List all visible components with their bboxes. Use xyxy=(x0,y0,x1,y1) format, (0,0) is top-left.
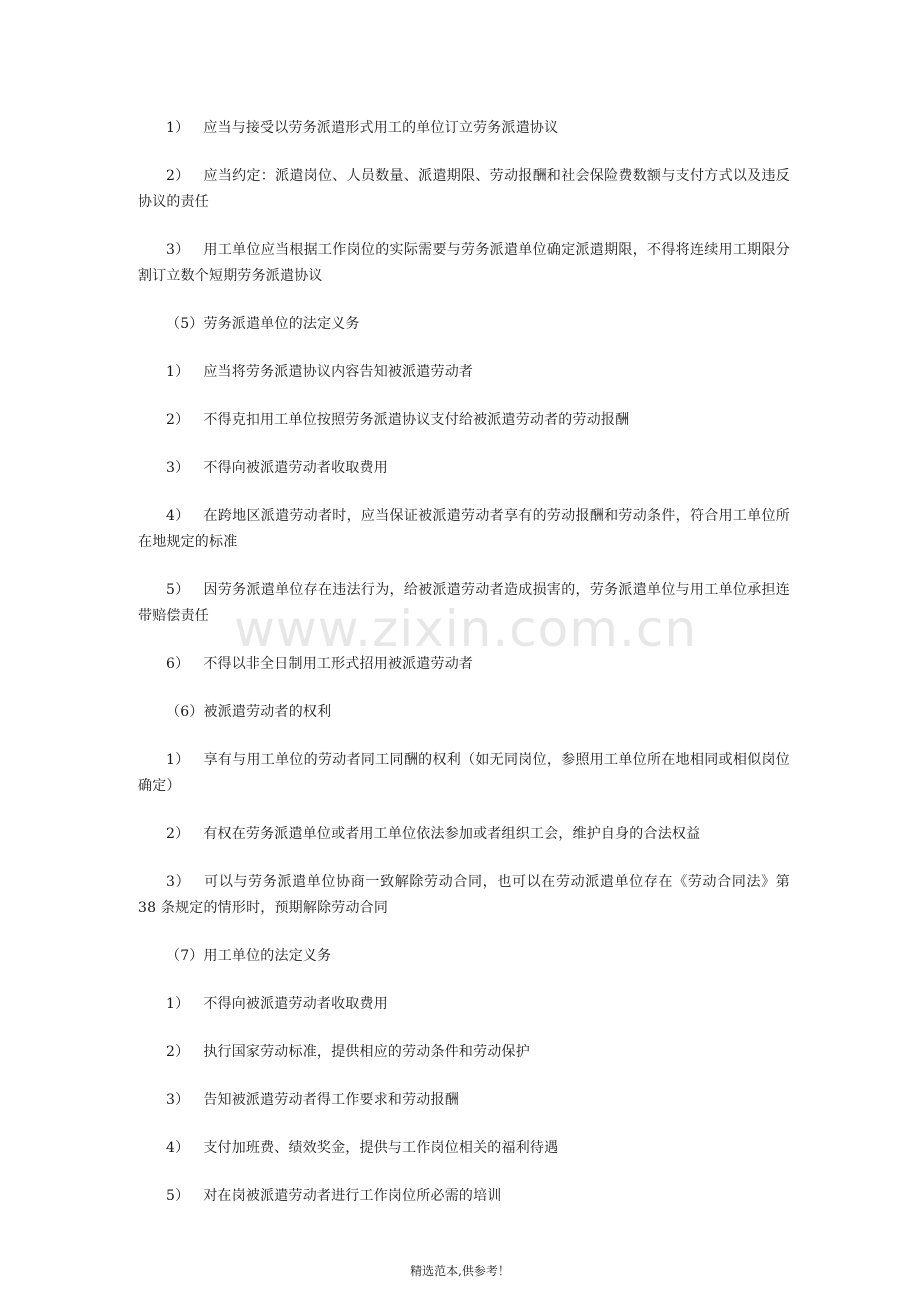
paragraph-text: 因劳务派遣单位存在违法行为，给被派遣劳动者造成损害的，劳务派遣单位与用工单位承担连带赔偿责任 xyxy=(138,582,790,624)
item-number: 5） xyxy=(166,582,190,598)
item-number: 1） xyxy=(166,752,190,768)
item-number: 3） xyxy=(166,460,190,476)
paragraph-text: 不得以非全日制用工形式招用被派遣劳动者 xyxy=(203,656,474,672)
list-item xyxy=(138,869,790,921)
list-item xyxy=(138,503,790,555)
list-item xyxy=(138,821,790,847)
paragraph-text: 告知被派遣劳动者得工作要求和劳动报酬 xyxy=(203,1092,459,1108)
list-item xyxy=(138,1039,790,1065)
paragraph-text: 可以与劳务派遣单位协商一致解除劳动合同，也可以在劳动派遣单位存在《劳动合同法》第 38 条规定的情形时，预期解除劳动合同 xyxy=(138,874,790,916)
list-item xyxy=(138,1135,790,1161)
paragraph-text: 不得克扣用工单位按照劳务派遣协议支付给被派遣劳动者的劳动报酬 xyxy=(203,412,630,428)
list-item xyxy=(138,115,790,141)
list-item xyxy=(138,163,790,215)
item-number: 1） xyxy=(166,120,190,136)
section-heading xyxy=(138,699,790,725)
list-item xyxy=(138,407,790,433)
item-number: 3） xyxy=(166,1092,190,1108)
list-item xyxy=(138,1183,790,1209)
paragraph-text: 支付加班费、绩效奖金，提供与工作岗位相关的福利待遇 xyxy=(203,1140,559,1156)
section-heading xyxy=(138,311,790,337)
item-number: 4） xyxy=(166,508,190,524)
item-number: 2） xyxy=(166,412,190,428)
item-number: 3） xyxy=(166,242,190,258)
watermark: www.zixin.com.cn xyxy=(234,600,698,658)
list-item xyxy=(138,651,790,677)
item-number: 2） xyxy=(166,1044,190,1060)
paragraph-text: 应当与接受以劳务派遣形式用工的单位订立劳务派遣协议 xyxy=(203,120,559,136)
paragraph-text: 执行国家劳动标准，提供相应的劳动条件和劳动保护 xyxy=(203,1044,530,1060)
paragraph-text: 在跨地区派遣劳动者时，应当保证被派遣劳动者享有的劳动报酬和劳动条件，符合用工单位所在地规定的标准 xyxy=(138,508,790,550)
list-item xyxy=(138,991,790,1017)
page-footer: 精选范本,供参考！ xyxy=(410,1264,510,1278)
item-number: 5） xyxy=(166,1188,190,1204)
list-item xyxy=(138,237,790,289)
list-item xyxy=(138,577,790,629)
list-item xyxy=(138,747,790,799)
list-item xyxy=(138,455,790,481)
list-item xyxy=(138,1087,790,1113)
paragraph-text: （6）被派遣劳动者的权利 xyxy=(166,704,332,720)
list-item xyxy=(138,359,790,385)
item-number: 1） xyxy=(166,996,190,1012)
paragraph-text: （5）劳务派遣单位的法定义务 xyxy=(166,316,360,332)
paragraph-text: 对在岗被派遣劳动者进行工作岗位所必需的培训 xyxy=(203,1188,502,1204)
item-number: 3） xyxy=(166,874,191,890)
paragraph-text: 应当将劳务派遣协议内容告知被派遣劳动者 xyxy=(203,364,474,380)
paragraph-text: 不得向被派遣劳动者收取费用 xyxy=(203,460,388,476)
item-number: 2） xyxy=(166,168,190,184)
item-number: 4） xyxy=(166,1140,190,1156)
item-number: 2） xyxy=(166,826,190,842)
item-number: 6） xyxy=(166,656,190,672)
paragraph-text: 应当约定：派遣岗位、人员数量、派遣期限、劳动报酬和社会保险费数额与支付方式以及违反协议的责任 xyxy=(138,168,790,210)
paragraph-text: 享有与用工单位的劳动者同工同酬的权利（如无同岗位，参照用工单位所在地相同或相似岗位确定） xyxy=(138,752,790,794)
document-body xyxy=(138,115,790,1231)
paragraph-text: 有权在劳务派遣单位或者用工单位依法参加或者组织工会，维护自身的合法权益 xyxy=(203,826,701,842)
paragraph-text: （7）用工单位的法定义务 xyxy=(166,948,332,964)
item-number: 1） xyxy=(166,364,190,380)
paragraph-text: 不得向被派遣劳动者收取费用 xyxy=(203,996,388,1012)
paragraph-text: 用工单位应当根据工作岗位的实际需要与劳务派遣单位确定派遣期限，不得将连续用工期限分割订立数个短期劳务派遣协议 xyxy=(138,242,790,284)
section-heading xyxy=(138,943,790,969)
